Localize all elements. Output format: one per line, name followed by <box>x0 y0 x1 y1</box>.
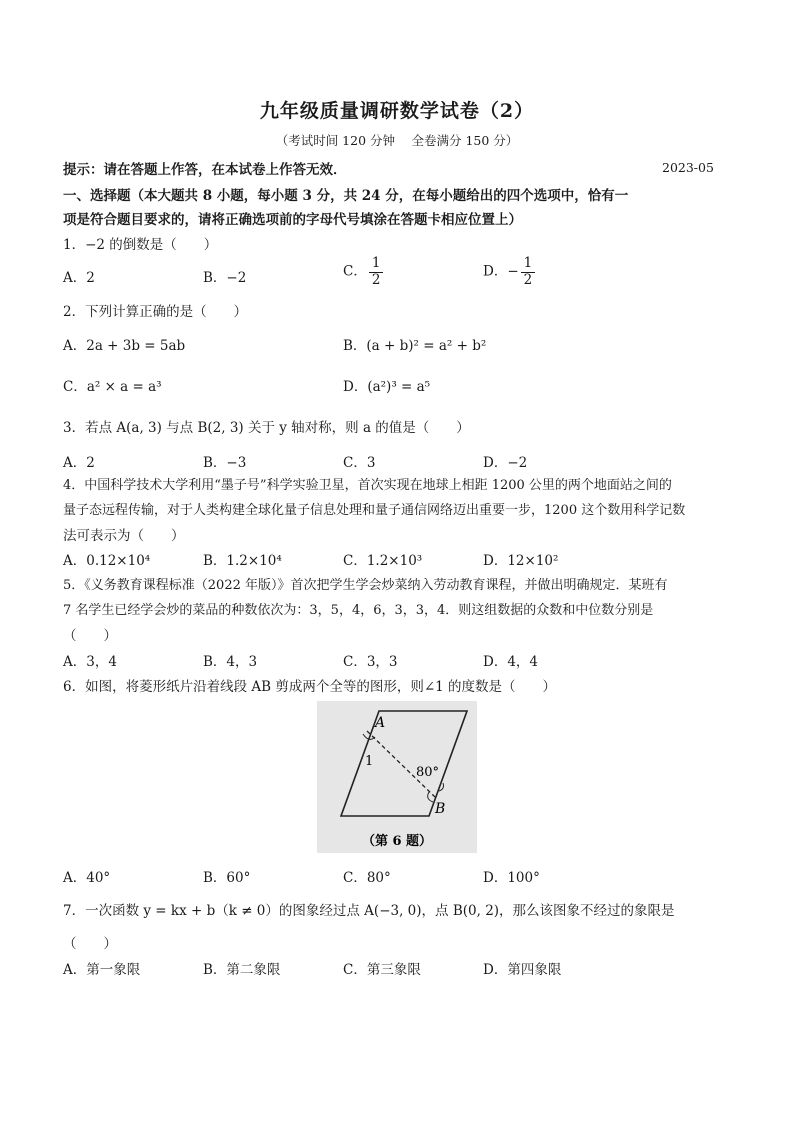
question-4-line3: 法可表示为（ ） <box>63 528 185 544</box>
cut-line-ab <box>367 731 435 797</box>
rhombus-diagram <box>317 701 477 853</box>
q3-option-d: D．−2 <box>483 455 528 471</box>
q1-option-d <box>483 256 537 288</box>
q1-option-c-prefix: C． <box>343 263 367 280</box>
q1-option-d-prefix: D．− <box>483 263 519 280</box>
question-2-stem: 2．下列计算正确的是（ ） <box>63 304 248 320</box>
q5-option-b: B．4，3 <box>203 654 258 670</box>
label-a: A <box>375 715 386 731</box>
question-4-line1: 4．中国科学技术大学利用“墨子号”科学实验卫星，首次实现在地球上相距 1200 公里的两个地面站之间的 <box>63 478 672 493</box>
q3-option-b: B．−3 <box>203 455 247 471</box>
q1-option-b: B．−2 <box>203 270 247 286</box>
rhombus-outline <box>341 711 467 816</box>
q1-option-c <box>343 256 385 288</box>
question-4-line2: 量子态远程传输，对于人类构建全球化量子信息处理和量子通信网络迈出重要一步，1200 这个数用科学记数 <box>63 503 686 518</box>
q6-option-a: A．40° <box>63 870 111 886</box>
q1-option-c-fraction: $\frac{1}{2}$ <box>369 256 384 288</box>
angle-b-arc <box>428 792 433 802</box>
figure-caption: （第 6 题） <box>361 834 433 849</box>
label-angle-1: 1 <box>365 754 374 769</box>
q4-option-d: D．12×10² <box>483 553 559 569</box>
q7-option-a: A．第一象限 <box>63 962 141 978</box>
q2-option-b: B．(a + b)² = a² + b² <box>343 338 487 354</box>
exam-date: 2023-05 <box>662 160 714 175</box>
q4-option-a: A．0.12×10⁴ <box>63 553 151 569</box>
q4-option-c: C．1.2×10³ <box>343 553 423 569</box>
q2-option-c: C．a² × a = a³ <box>63 379 162 395</box>
question-5-line3: （ ） <box>63 628 117 644</box>
section-heading-line2: 项是符合题目要求的，请将正确选项前的字母代号填涂在答题卡相应位置上） <box>63 212 522 228</box>
section-heading-line1: 一、选择题（本大题共 8 小题，每小题 3 分，共 24 分，在每小题给出的四个选项中，恰有一 <box>63 188 629 204</box>
exam-tip: 提示：请在答题上作答，在本试卷上作答无效． <box>63 162 347 178</box>
q6-option-b: B．60° <box>203 870 251 886</box>
q3-option-c: C．3 <box>343 455 376 471</box>
q3-option-a: A．2 <box>63 455 95 471</box>
question-1-stem: 1．−2 的倒数是（ ） <box>63 237 218 253</box>
q7-option-c: C．第三象限 <box>343 962 421 978</box>
question-6-stem: 6．如图，将菱形纸片沿着线段 AB 剪成两个全等的图形，则∠1 的度数是（ ） <box>63 679 557 695</box>
exam-info: （考试时间 120 分钟 全卷满分 150 分） <box>275 133 519 148</box>
q1-option-d-fraction: $\frac{1}{2}$ <box>521 256 536 288</box>
question-6-figure <box>317 701 477 853</box>
question-5-line2: 7 名学生已经学会炒的菜品的种数依次为：3，5，4，6，3，3，4．则这组数据的众数和中位数分别是 <box>63 603 654 618</box>
page-title: 九年级质量调研数学试卷（2） <box>259 100 535 122</box>
q7-option-b: B．第二象限 <box>203 962 281 978</box>
label-angle-80: 80° <box>416 765 440 780</box>
q6-option-c: C．80° <box>343 870 391 886</box>
q2-option-d: D．(a²)³ = a⁵ <box>343 379 431 395</box>
question-5-line1: 5．《义务教育课程标准（2022 年版）》首次把学生学会炒菜纳入劳动教育课程，并做出明确规定．某班有 <box>63 578 668 593</box>
q5-option-d: D．4，4 <box>483 654 539 670</box>
q6-option-d: D．100° <box>483 870 540 886</box>
question-7-line1: 7．一次函数 y = kx + b（k ≠ 0）的图象经过点 A(−3, 0)，点 B(0, 2)，那么该图象不经过的象限是 <box>63 903 675 919</box>
q4-option-b: B．1.2×10⁴ <box>203 553 282 569</box>
label-b: B <box>435 801 446 817</box>
q2-option-a: A．2a + 3b = 5ab <box>63 338 186 354</box>
q5-option-c: C．3，3 <box>343 654 398 670</box>
q5-option-a: A．3，4 <box>63 654 117 670</box>
question-3-stem: 3．若点 A(a, 3) 与点 B(2, 3) 关于 y 轴对称，则 a 的值是（ ） <box>63 420 470 436</box>
question-7-line2: （ ） <box>63 936 117 952</box>
q1-option-a: A．2 <box>63 270 95 286</box>
q7-option-d: D．第四象限 <box>483 962 562 978</box>
